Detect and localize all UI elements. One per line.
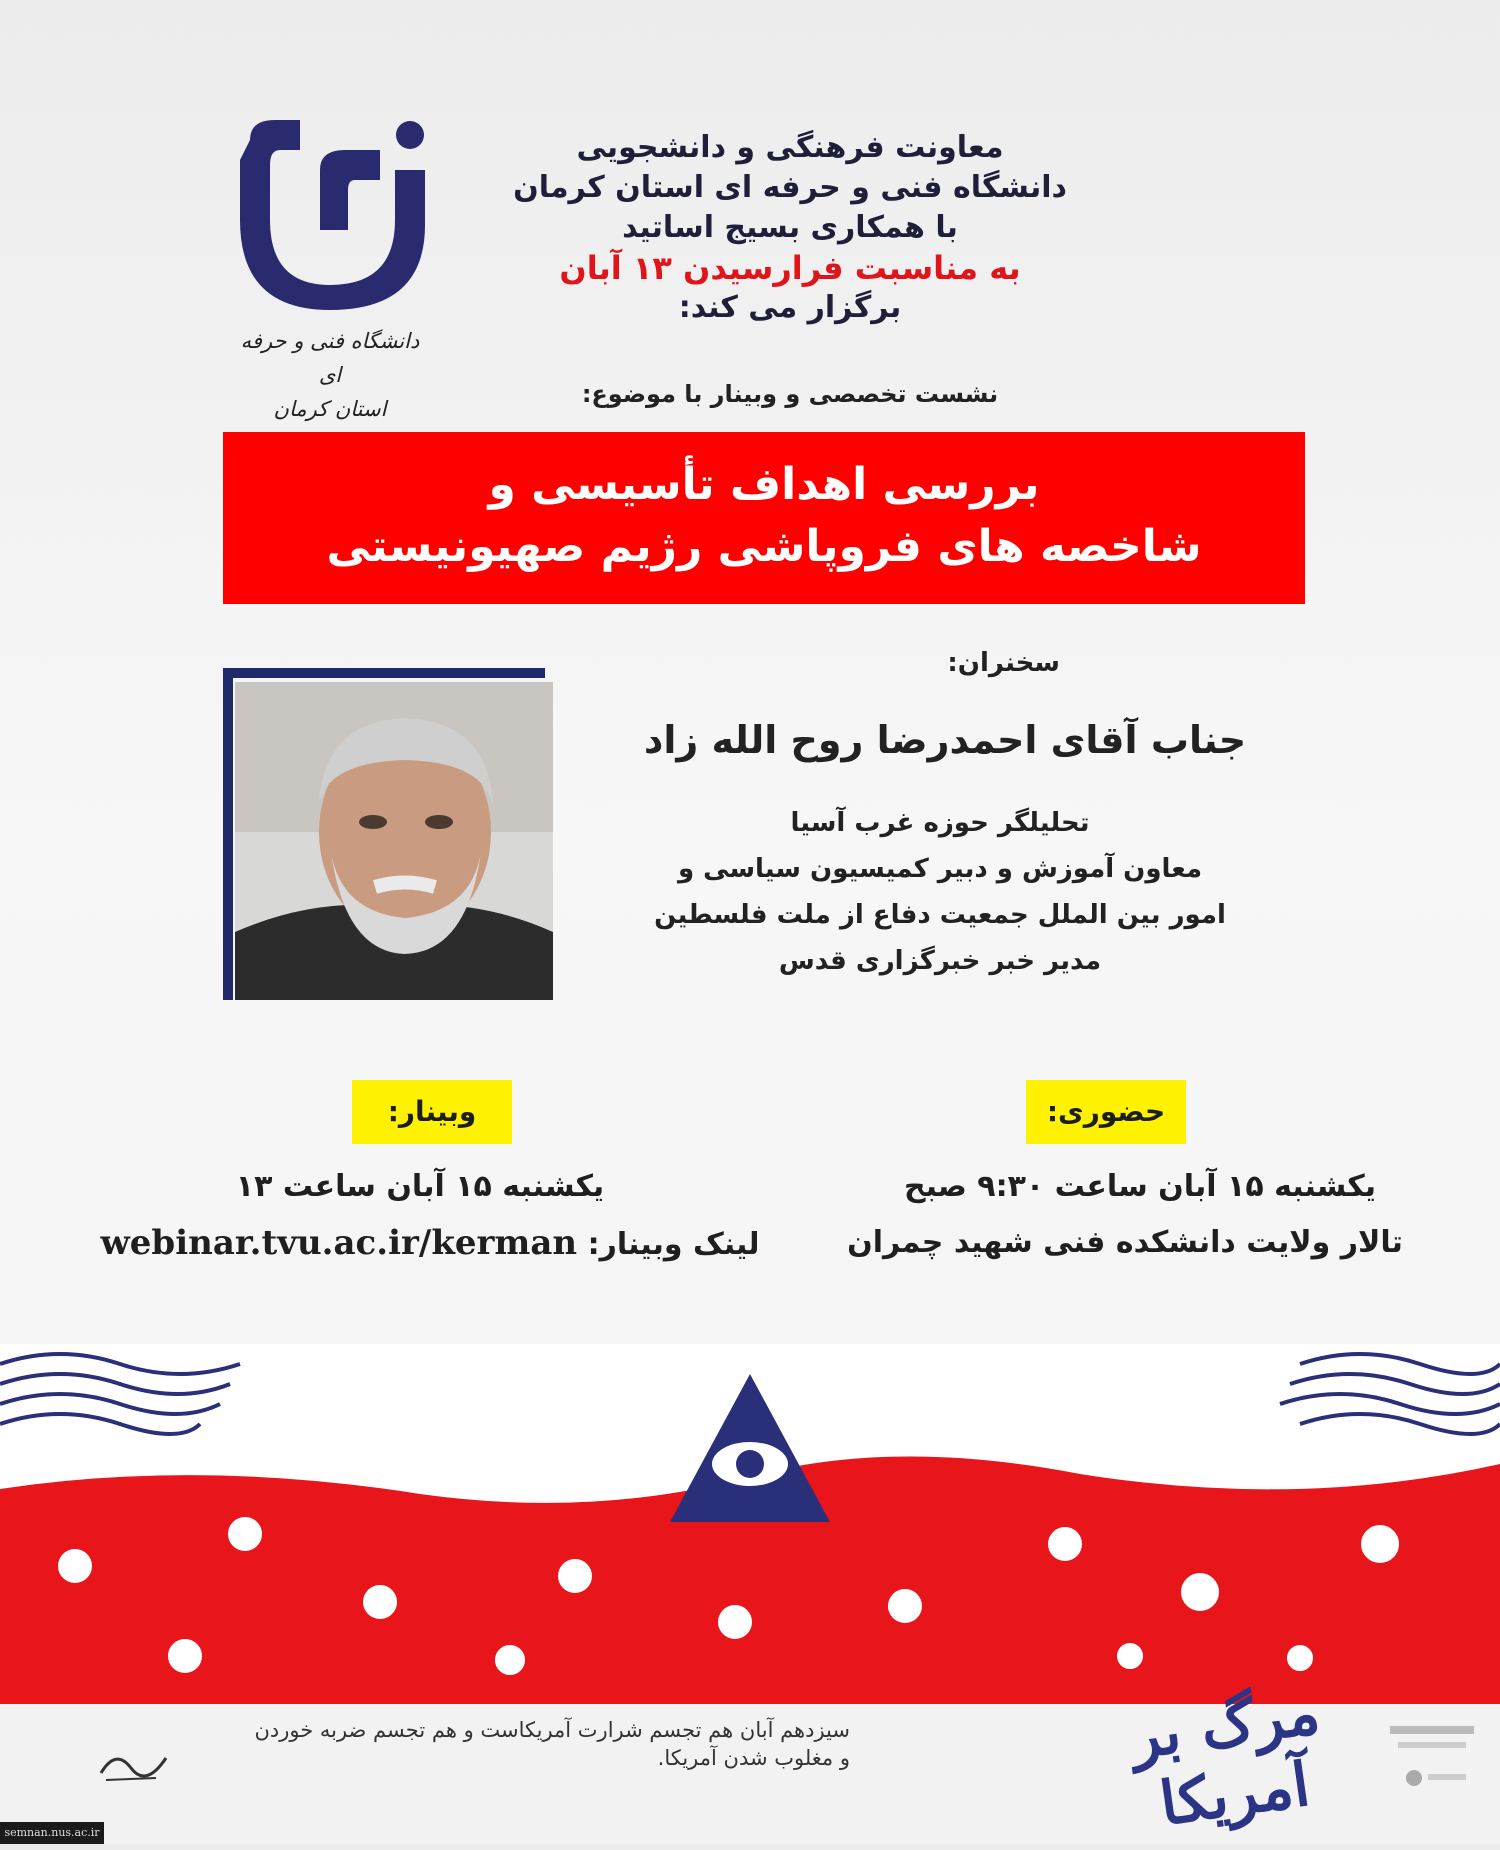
webinar-date: یکشنبه ۱۵ آبان ساعت ۱۳ <box>235 1169 605 1204</box>
speakers-label: سخنران: <box>947 648 1060 678</box>
speaker-name: جناب آقای احمدرضا روح الله زاد <box>643 718 1247 762</box>
slogan: مرگ بر آمریکا <box>1126 1677 1324 1840</box>
topic-line1: بررسی اهداف تأسیسی و <box>488 459 1040 510</box>
topic-banner <box>223 432 1305 604</box>
logo-text-line1: دانشگاه فنی و حرفه ای <box>240 329 420 387</box>
university-logo <box>230 110 430 421</box>
organization-stamp-icon <box>1384 1716 1480 1796</box>
in-person-date: یکشنبه ۱۵ آبان ساعت ۹:۳۰ صبح <box>903 1169 1377 1204</box>
webinar-tag: وبینار: <box>352 1080 512 1144</box>
site-watermark: semnan.nus.ac.ir <box>0 1822 104 1844</box>
event-subtitle: نشست تخصصی و وبینار با موضوع: <box>581 380 999 408</box>
speaker-role: معاون آموزش و دبیر کمیسیون سیاسی و <box>677 854 1203 884</box>
webinar-link[interactable]: webinar.tvu.ac.ir/kerman <box>100 1223 578 1263</box>
webinar-link-row <box>90 1218 770 1270</box>
in-person-tag: حضوری: <box>1026 1080 1186 1144</box>
organizer-line1: معاونت فرهنگی و دانشجویی <box>576 130 1004 165</box>
organizer-line3: با همکاری بسیج اساتید <box>622 210 958 245</box>
organizer-block <box>440 128 1140 328</box>
speaker-photo <box>235 682 553 1000</box>
logo-text-line2: استان کرمان <box>273 397 387 421</box>
footer-quote <box>170 1716 850 1772</box>
speaker-role: تحلیلگر حوزه غرب آسیا <box>790 808 1090 838</box>
quote-line1: سیزدهم آبان هم تجسم شرارت آمریکاست و هم تجسم ضربه خوردن <box>254 1718 850 1742</box>
signature-icon <box>96 1738 170 1788</box>
speaker-role: امور بین الملل جمعیت دفاع از ملت فلسطین <box>654 900 1226 930</box>
in-person-place: تالار ولایت دانشکده فنی شهید چمران <box>847 1225 1403 1260</box>
organizer-line5: برگزار می کند: <box>678 290 902 325</box>
topic-line2: شاخصه های فروپاشی رژیم صهیونیستی <box>326 521 1202 572</box>
logo-mark-icon <box>230 110 430 310</box>
organizer-line2: دانشگاه فنی و حرفه ای استان کرمان <box>513 170 1067 205</box>
quote-line2: و مغلوب شدن آمریکا. <box>657 1746 850 1770</box>
speaker-roles <box>640 800 1240 984</box>
sea-artwork <box>0 1344 1500 1704</box>
occasion-line: به مناسبت فرارسیدن ۱۳ آبان <box>559 249 1021 287</box>
speaker-role: مدیر خبر خبرگزاری قدس <box>778 946 1102 976</box>
webinar-link-label: لینک وبینار: <box>587 1227 760 1262</box>
